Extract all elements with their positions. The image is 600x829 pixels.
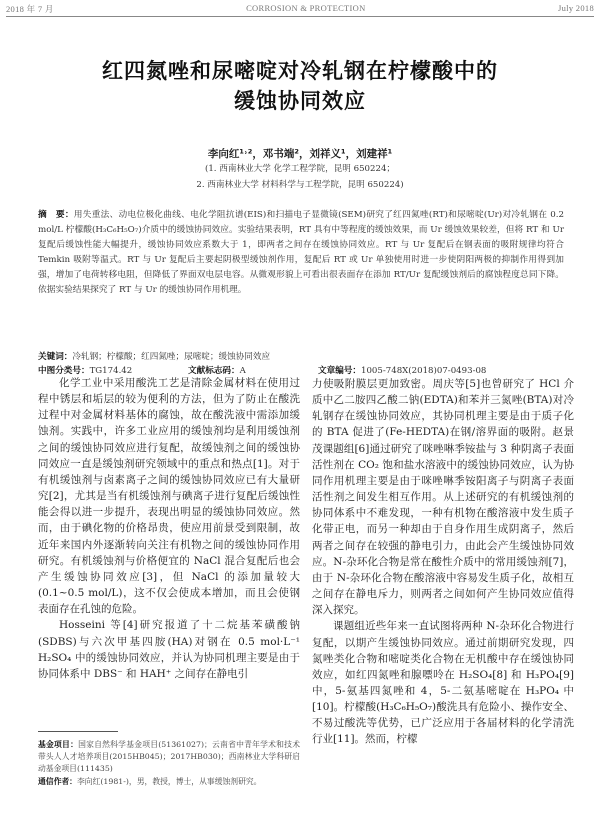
body-paragraph: 课题组近些年来一直试图将两种 N-杂环化合物进行复配，以期产生缓蚀协同效应。通过前期研究发现，四氮唑类化合物和嘧啶类化合物在无机酸中存在缓蚀协同效应，如红四氮唑和腺嘌呤在 H₂SO₄[8] 和 H₃PO₄[9] 中，5-氨基四氮唑和 4，5-二氨基嘧啶在 H₃PO₄ 中[10]。柠檬酸(H₃C₆H₅O₇)酸洗具有危险小、操作安全、不易过酸洗等优势，已广泛应用于各届材料的化学清洗行业[11]。然而，柠檬 (312, 620, 574, 746)
paper-title (0, 56, 600, 116)
body-paragraph: Hosseini 等[4]研究报道了十二烷基苯磺酸钠(SDBS)与六次甲基四胺(HA)对钢在 0.5 mol·L⁻¹ H₂SO₄ 中的缓蚀协同效应，并认为协同机理主要是由于协同体系中 DBS⁻ 和 HAH⁺ 之间存在静电引 (38, 619, 300, 680)
header-rule (6, 16, 594, 17)
body-paragraph: 化学工业中采用酸洗工艺是清除金属材料在使用过程中锈层和垢层的较为便利的方法，但为了防止在酸洗过程中对金属材料基体的腐蚀，故在酸洗液中需添加缓蚀剂。实践中，许多工业应用的缓蚀剂均是利用缓蚀剂之间的缓蚀协同效应进行复配，故缓蚀剂之间的缓蚀协同效应一直是缓蚀剂研究领域中的重点和热点[1]。对于有机缓蚀剂与卤素离子之间的缓蚀协同效应已有大量研究[2]，尤其是当有机缓蚀剂与碘离子进行复配后缓蚀性能会得以进一步提升，表现出明显的缓蚀协同效应。然而，由于碘化物的价格昂贵，使应用前景受到限制，故近年来国内外逐渐转向关注有机物之间的缓蚀协同作用研究。有机缓蚀剂与价格便宜的 NaCl 混合复配后也会产生缓蚀协同效应[3]，但 NaCl 的添加量较大(0.1~0.5 mol/L)，这不仅会使成本增加，而且会使钢表面存在孔蚀的危险。 (38, 377, 300, 616)
clc-value: TG174.42 (89, 366, 133, 376)
doc-code-label: 文献标志码： (188, 366, 240, 376)
body-left-column (38, 375, 300, 682)
affiliation-2: 2. 西南林业大学 材料科学与工程学院，昆明 650224) (196, 180, 404, 190)
author-list: 李向红¹˒²，邓书端²，刘祥义¹，刘建祥¹ (207, 148, 393, 160)
article-number-label: 文章编号： (318, 366, 361, 376)
author-note (38, 776, 300, 788)
corresponding-author-text: 李向红(1981-)，男，教授，博士，从事缓蚀剂研究。 (76, 776, 262, 786)
abstract (38, 208, 564, 299)
keywords-text: 冷轧钢；柠檬酸；红四氮唑；尿嘧啶；缓蚀协同效应 (72, 352, 271, 362)
abstract-label: 摘 要： (38, 210, 74, 220)
body-paragraph: 力使吸附膜层更加致密。周庆等[5]也曾研究了 HCl 介质中乙二胺四乙酸二钠(EDTA)和苯并三氮唑(BTA)对冷轧钢存在缓蚀协同效应，其协同机理主要是由于质子化的 BTA 促进了(Fe-HEDTA)在钢/溶界面的吸附。赵景茂课题组[6]通过研究了咪唑啉季铵盐与 3 种阴离子表面活性剂在 CO₂ 饱和盐水溶液中的缓蚀协同效应，认为协同作用机理主要是由于咪唑啉季铵阳离子与阴离子表面活性剂之间发生相互作用。从上述研究的有机缓蚀剂的协同体系中不难发现，一种有机物在酸溶液中发生质子化带正电，而另一种却由于自身作用生成阴离子，然后两者之间存在较强的静电引力，由此会产生缓蚀协同效应。N-杂环化合物是常在酸性介质中的常用缓蚀剂[7]，由于 N-杂环化合物在酸溶液中容易发生质子化，故相互之间存在静电斥力，则两者之间如何产生协同效应值得深入探究。 (312, 378, 574, 617)
header-date-en: July 2018 (558, 3, 594, 13)
keywords (38, 350, 568, 362)
running-header (6, 3, 594, 15)
title-line-2: 缓蚀协同效应 (234, 89, 366, 113)
keywords-label: 关键词： (38, 352, 73, 362)
body-right-column (312, 376, 574, 748)
abstract-text: 用失重法、动电位极化曲线、电化学阻抗谱(EIS)和扫描电子显微镜(SEM)研究了红四氮唑(RT)和尿嘧啶(Ur)对冷轧钢在 0.2 mol/L 柠檬酸(H₃C₆H₅O₇)介质中的缓蚀协同效应。实验结果表明，RT 具有中等程度的缓蚀效果，而 Ur 缓蚀效果较差，但将 RT 和 Ur 复配后缓蚀性能大幅提升，缓蚀协同效应系数大于 1，即两者之间存在缓蚀协同效应。RT 与 Ur 复配后在钢表面的吸附规律均符合 Temkin 吸附等温式。RT 与 Ur 复配后主要起阴极型缓蚀剂作用，复配后 RT 或 Ur 单独使用时进一步使阴阳两极的抑制作用得到加强，增加了电荷转移电阻，但降低了界面双电层电容。从微观形貌上可看出很表面存在添加 RT/Ur 复配缓蚀剂后的腐蚀程度总同下降。依据实验结果探究了 RT 与 Ur 的缓蚀协同作用机理。 (38, 210, 565, 296)
header-date: 2018 年 7 月 (6, 4, 54, 14)
title-line-1: 红四氮唑和尿嘧啶对冷轧钢在柠檬酸中的 (102, 59, 498, 83)
affiliation-1: (1. 西南林业大学 化学工程学院，昆明 650224； (204, 164, 396, 174)
footnotes (38, 739, 300, 788)
corresponding-author-label: 通信作者： (38, 776, 77, 786)
clc-label: 中图分类号： (38, 366, 90, 376)
article-number-value: 1005-748X(2018)07-0493-08 (360, 366, 487, 376)
fund-text: 国家自然科学基金项目(51361027)；云南省中青年学术和技术带头人人才培养项目(2015HB045)；2017HB030)；西南林业大学科研启动基金项目(111435) (38, 740, 300, 774)
fund-label: 基金项目： (38, 740, 79, 749)
doc-code-value: A (239, 366, 246, 376)
fund-note (38, 739, 300, 776)
header-journal: CORROSION & PROTECTION (246, 3, 366, 13)
footnote-rule (38, 731, 118, 732)
